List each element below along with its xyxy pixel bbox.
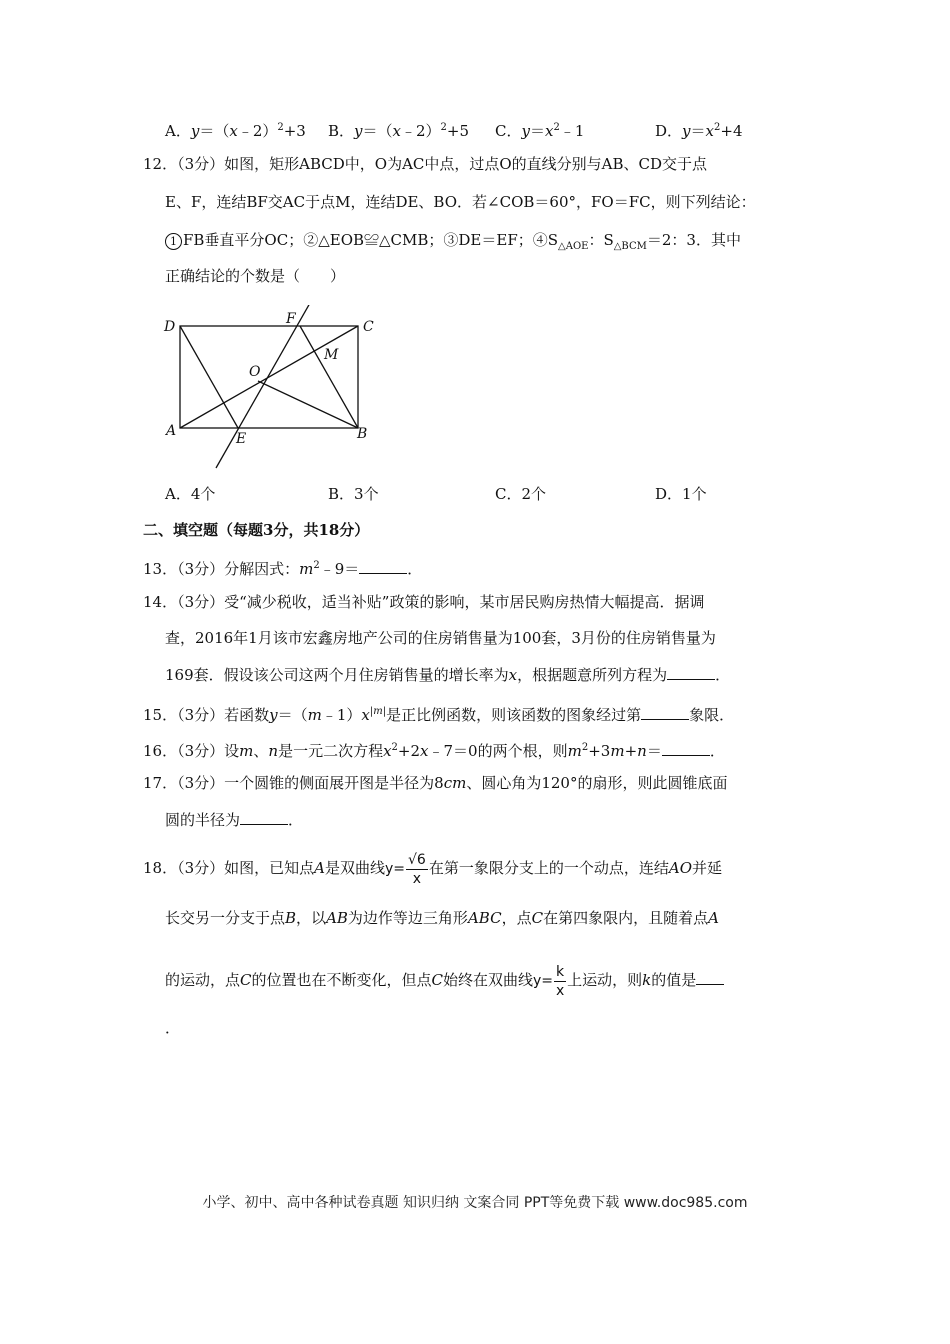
- q12-option-a: A．4个: [165, 485, 216, 503]
- page-footer: 小学、初中、高中各种试卷真题 知识归纳 文案合同 PPT等免费下载 www.doc985.com: [202, 1195, 748, 1211]
- answer-blank: [359, 559, 407, 574]
- q13: 13．（3分）分解因式：$m^2﹣9=$ ．: [143, 560, 423, 578]
- q12-option-c: C．2个: [495, 485, 547, 503]
- label-b: B: [357, 426, 368, 442]
- q12-line2: E、F，连结BF交AC于点M，连结DE、BO．若∠COB＝60°，FO＝FC，则下列结论：: [165, 193, 756, 211]
- segment-bo: [258, 381, 358, 428]
- circled-number: 1: [165, 233, 182, 250]
- line-ef: [216, 305, 310, 468]
- label-o: O: [249, 364, 261, 380]
- q12-line4: 正确结论的个数是（ ）: [165, 267, 346, 285]
- fraction-sqrt6-over-x: $\frac{√6}{x}$: [408, 851, 426, 887]
- q18-line2: 长交另一分支于点B，以AB为边作等边三角形ABC，点C在第四象限内，且随着点A: [165, 909, 719, 927]
- q11-option-d: D．$y=x^2+4$: [655, 122, 743, 140]
- q11-option-c: C．$y=x^2﹣1$: [495, 122, 585, 140]
- q18-end: ．: [165, 1019, 181, 1037]
- q12-line3: 1 FB垂直平分OC；②△EOB≌△CMB；③DE＝EF；$④S_{\triangle AOE}$：$S_{\triangle BCM}=2$：3．其中: [165, 230, 741, 257]
- answer-blank: [641, 705, 689, 720]
- q11-option-a: A．y＝（x﹣2）$^2$+3: [165, 122, 306, 140]
- q18-line1: 18．（3分）如图，已知点A是双曲线y= $\frac{√6}{x}$ 在第一象限分支上的一个动点，连结AO并延: [143, 851, 723, 887]
- q12-figure: [160, 305, 400, 475]
- label-c: C: [363, 319, 374, 335]
- label-f: F: [286, 311, 296, 327]
- q17-line2: 圆的半径为 ．: [165, 811, 304, 829]
- q11-option-b: B．y＝（x﹣2）$^2$+5: [328, 122, 470, 140]
- q12-option-b: B．3个: [328, 485, 379, 503]
- label-m: M: [324, 347, 339, 363]
- segment-de: [180, 326, 238, 428]
- diagonal-ac: [180, 326, 358, 428]
- label-e: E: [236, 431, 247, 447]
- q18-line3: 的运动，点C的位置也在不断变化，但点C始终在双曲线y= $\frac{k}{x}$ 上运动，则k的值是: [165, 962, 724, 1000]
- label-a: A: [166, 423, 177, 439]
- answer-blank: [667, 665, 715, 680]
- q12-line1: 12．（3分）如图，矩形ABCD中，O为AC中点，过点O的直线分别与AB、CD交于点: [143, 155, 708, 173]
- fraction-k-over-x: $\frac{k}{x}$: [555, 963, 565, 999]
- segment-bf: [300, 326, 358, 428]
- answer-blank: [696, 970, 724, 985]
- section-heading: 二、填空题（每题3分，共18分）: [143, 521, 370, 539]
- q12-option-d: D．1个: [655, 485, 707, 503]
- q17-line1: 17．（3分）一个圆锥的侧面展开图是半径为8cm、圆心角为120°的扇形，则此圆锥底面: [143, 774, 728, 792]
- label-d: D: [164, 319, 176, 335]
- answer-blank: [662, 741, 710, 756]
- q16: 16．（3分）设m、n是一元二次方程$x^2+2x﹣7=0$的两个根，则$m^2+3m+n=$ ．: [143, 742, 725, 760]
- q14-line2: 查，2016年1月该市宏鑫房地产公司的住房销售量为100套，3月份的住房销售量为: [165, 629, 716, 647]
- answer-blank: [240, 810, 288, 825]
- q14-line1: 14．（3分）受“减少税收，适当补贴”政策的影响，某市居民购房热情大幅提高．据调: [143, 593, 705, 611]
- q14-line3: 169套．假设该公司这两个月住房销售量的增长率为x，根据题意所列方程为 ．: [165, 666, 731, 684]
- q15: 15．（3分）若函数$y=(m﹣1)x^{|m|}$是正比例函数，则该函数的图象经过第 象限．: [143, 706, 735, 724]
